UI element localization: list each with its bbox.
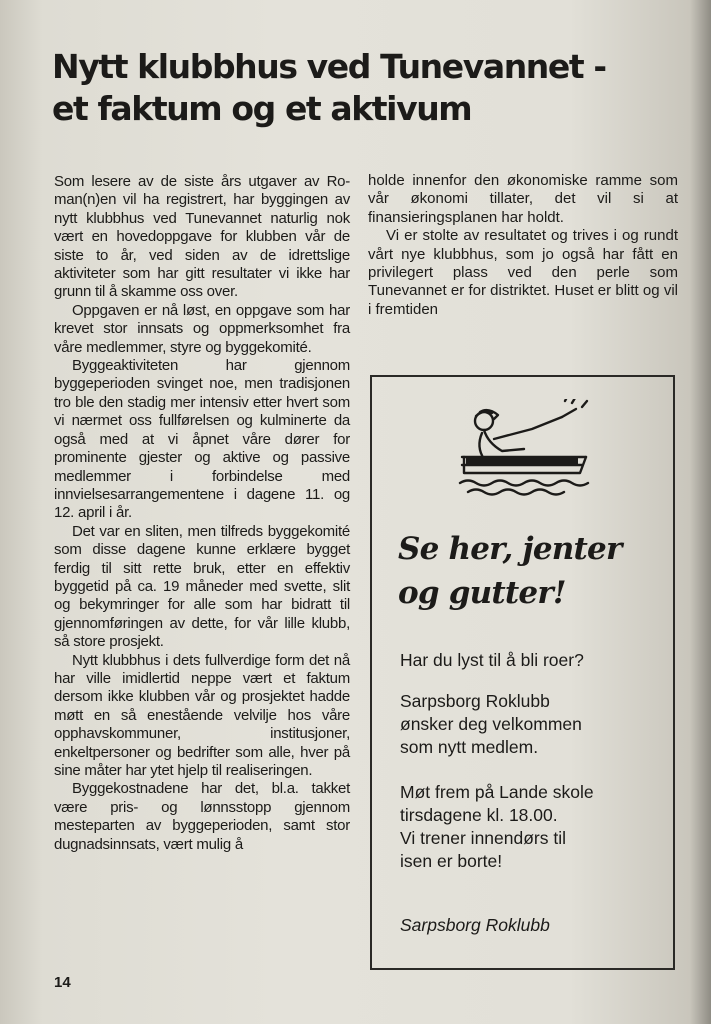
ad-meeting-line: tirsdagene kl. 18.00. (400, 805, 558, 825)
article-paragraph: Byggekostnadene har det, bl.a. takket være pris- og lønnsstopp gjennom mesteparten av byggeperioden, samt stor dugnadsinnsats, vært mulig å (54, 780, 350, 853)
article-paragraph: Det var en sliten, men tilfreds byggekomité som disse dagene kunne erklære bygget ferdig til sitt rette bruk, etter en effektiv byggetid på ca. 19 måneder med svette, slit og bekymringer for alle som har bidratt til gjennomføringen av dette, for vår lille klubb, så store prosjekt. (54, 522, 350, 651)
article-right-column (368, 172, 678, 319)
article-paragraph: Nytt klubbhus i dets fullverdige form det nå har ville imidlertid neppe vært et faktum dersom ikke klubben vår og prosjektet hadde møtt en så enestående velvilje hos våre opphavskommuner, institusjoner, enkeltpersoner og bedrifter som alle, hver på sine måter har ytet hjelp til realiseringen. (54, 651, 350, 779)
ad-signature-text: Sarpsborg Roklubb (400, 915, 550, 935)
article-paragraph: Vi er stolte av resultatet og trives i og rundt vårt nye klubbhus, som jo også har fått en privilegert plass ved den perle som Tunevannet er for distriktet. Huset er blitt og vil i fremtiden (368, 227, 678, 318)
ad-welcome (400, 690, 670, 759)
ad-question (400, 649, 670, 672)
ad-meeting-line: Møt frem på Lande skole (400, 782, 594, 802)
ad-heading-line-1: Se her, jenter (398, 531, 622, 567)
article-paragraph: holde innenfor den økonomiske ramme som vår økonomi tillater, det vil si at finansieringsplanen har holdt. (368, 172, 678, 226)
ad-welcome-line: som nytt medlem. (400, 737, 539, 757)
ad-question-text: Har du lyst til å bli roer? (400, 650, 584, 670)
ad-welcome-line: ønsker deg velkommen (400, 714, 582, 734)
article-title (52, 46, 652, 130)
article-title-line-2: et faktum og et aktivum (52, 89, 472, 128)
ad-heading (398, 527, 668, 615)
ad-meeting-line: Vi trener innendørs til (400, 828, 567, 848)
ad-welcome-line: Sarpsborg Roklubb (400, 691, 550, 711)
ad-signature (400, 914, 670, 937)
ad-meeting-line: isen er borte! (400, 851, 503, 871)
rower-in-boat-icon (454, 399, 594, 499)
article-left-column (54, 173, 350, 854)
article-paragraph: Som lesere av de siste års utgaver av Ro-man(n)en vil ha registrert, har byggingen av nytt klubbhus ved Tunevannet naturlig nok vært en hovedoppgave for klubben vår de siste to år, ved siden av de idrettslige aktiviteter som har gitt resultater vi ikke har grunn til å skamme oss over. (54, 173, 350, 301)
recruitment-ad-box (370, 375, 675, 970)
ad-heading-line-2: og gutter! (398, 575, 566, 611)
article-paragraph: Oppgaven er nå løst, en oppgave som har krevet stor innsats og oppmerksomhet fra våre medlemmer, styre og byggekomité. (54, 301, 350, 356)
article-paragraph: Byggeaktiviteten har gjennom byggeperioden svinget noe, men tradisjonen tro ble den stadig mer intensiv etter hvert som vi nærmet oss fullførelsen og kulminerte da også med at vi åpnet våre dører for prominente gjester og aktive og passive medlemmer i forbindelse med innvielsesarrangementene i dagene 11. og 12. april i år. (54, 357, 350, 522)
article-title-line-1: Nytt klubbhus ved Tunevannet - (52, 47, 606, 86)
page-number: 14 (54, 974, 71, 991)
ad-meeting-info (400, 781, 670, 873)
